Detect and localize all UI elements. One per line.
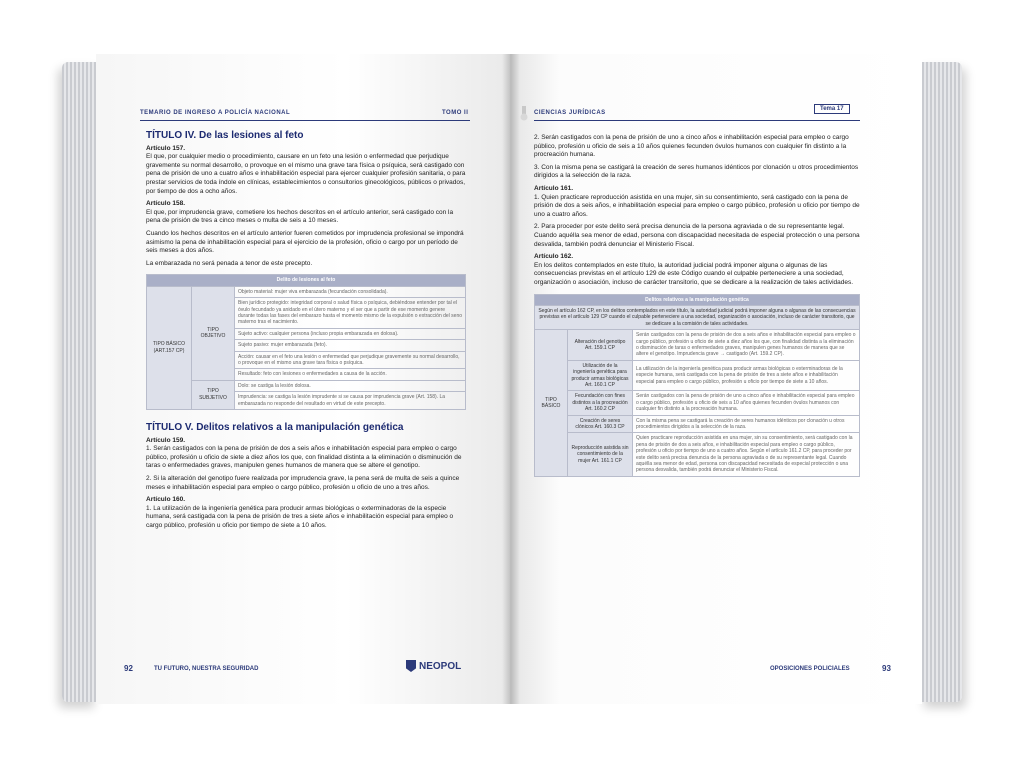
left-content <box>146 132 466 535</box>
objetivo-row: Sujeto pasivo: mujer embarazada (feto). <box>235 340 466 351</box>
subjetivo-row: Imprudencia: se castiga la lesión imprudente si se causa por imprudencia grave (Art. 158). La embarazada no responde del resultado en virtud de este precepto. <box>235 392 466 410</box>
row-label: Reproducción asistida sin consentimiento de la mujer Art. 161.1 CP <box>568 433 633 476</box>
art157-label: Artículo 157. <box>146 144 186 152</box>
art161-1: 1. Quien practicare reproducción asistida en una mujer, sin su consentimiento, será castigado con la pena de prisión de dos a seis años, e inhabilitación especial para empleo o cargo público, profesión u oficio por tiempo de uno a cuatro años. <box>534 193 860 218</box>
art162-text: En los delitos contemplados en este título, la autoridad judicial podrá imponer alguna o algunas de las consecuencias previstas en el artículo 129 de este Código cuando el culpable perteneciere a una sociedad, organización o asociación, incluso de carácter transitorio, que se dedicare a la realización de tales actividades. <box>534 261 854 286</box>
art159-label: Artículo 159. <box>146 436 186 444</box>
lesiones-feto-table <box>146 274 466 410</box>
right-page <box>510 54 922 704</box>
row-label: Creación de seres clónicos Art. 160.3 CP <box>568 415 633 433</box>
genetica-table-intro: Según el artículo 162 CP, en los delitos contemplados en este título, la autoridad judicial podrá imponer alguna o algunas de las consecuencias previstas en el artículo 129 CP cuando el culpable perteneciere a una sociedad, organización o asociación, incluso de carácter transitorio, que se dedicare a la comisión de tales actividades. <box>535 305 860 329</box>
neopol-logo <box>406 660 461 672</box>
left-header-volume: TOMO II <box>442 110 469 116</box>
right-header-title: CIENCIAS JURÍDICAS <box>534 110 606 116</box>
titulo-v-heading: TÍTULO V. Delitos relativos a la manipulación genética <box>146 422 404 433</box>
left-header-rule <box>140 120 470 121</box>
subjetivo-row: Dolo: se castiga la lesión dolosa. <box>235 380 466 391</box>
art157-text: El que, por cualquier medio o procedimiento, causare en un feto una lesión o enfermedad que perjudique gravemente su normal desarrollo, o provoque en el mismo una grave tara física o psíquica, será castigado con pena de prisión de uno a cuatro años e inhabilitación especial para ejercer cualquier profesión sanitaria, o para prestar servicios de toda índole en clínicas, establecimientos o consultorios ginecológicos, públicos o privados, por tiempo de dos a ocho años. <box>146 153 466 195</box>
art162-label: Artículo 162. <box>534 253 574 261</box>
row-label: Fecundación con fines distintos a la procreación Art. 160.2 CP <box>568 391 633 415</box>
art158-text2: Cuando los hechos descritos en el artículo anterior fueren cometidos por imprudencia profesional se impondrá asimismo la pena de inhabilitación especial para el ejercicio de la profesión, oficio o cargo por un período de seis meses a dos años. <box>146 229 464 255</box>
left-footer-slogan: TU FUTURO, NUESTRA SEGURIDAD <box>154 666 259 672</box>
objetivo-row: Sujeto activo: cualquier persona (incluso propia embarazada en dolosa). <box>235 328 466 339</box>
right-page-number: 93 <box>882 664 891 673</box>
art158-text: El que, por imprudencia grave, cometiere los hechos descritos en el artículo anterior, será castigado con la pena de prisión de tres a cinco meses o multa de seis a 10 meses. <box>146 208 454 225</box>
left-page-number: 92 <box>124 664 133 673</box>
row-label: Utilización de la ingeniería genética para producir armas biológicas Art. 160.1 CP <box>568 360 633 391</box>
book-gutter-shadow <box>502 54 520 704</box>
row-text: La utilización de la ingeniería genética para producir armas biológicas o exterminadoras de la especie humana, será castigada con la pena de prisión de tres a siete años e inhabilitación especial para empleo o cargo público, profesión u oficio por tiempo de siete a 10 años. <box>633 360 860 391</box>
row-text: Con la misma pena se castigará la creación de seres humanos idénticos por clonación u otros procedimientos dirigidos a la selección de la raza. <box>633 415 860 433</box>
tipo-objetivo-cell: TIPO OBJETIVO <box>192 286 235 380</box>
left-header-title: TEMARIO DE INGRESO A POLICÍA NACIONAL <box>140 110 291 116</box>
art159-1: 1. Serán castigados con la pena de prisión de dos a seis años e inhabilitación especial para empleo o cargo público, profesión u oficio de siete a diez años los que, con finalidad distinta a la eliminación o disminución de taras o enfermedades graves, manipulen genes humanos de manera que se altere el genotipo. <box>146 445 462 470</box>
logo-text: NEOPOL <box>419 660 462 672</box>
row-text: Serán castigados con la pena de prisión de dos a seis años e inhabilitación especial para empleo o cargo público, profesión u oficio de siete a diez años los que, con finalidad distinta a la eliminación o disminución de taras o enfermedades graves, manipulen genes humanos de manera que se altere el genotipo. Imprudencia grave → castigado (Art. 159.2 CP). <box>633 330 860 361</box>
art160-label: Artículo 160. <box>146 496 186 504</box>
row-text: Serán castigados con la pena de prisión de uno a cinco años e inhabilitación especial para empleo o cargo público, profesión u oficio de seis a 10 años quienes fecunden óvulos humanos con cualquier fin distinto a la procreación humana. <box>633 391 860 415</box>
art160-3: 3. Con la misma pena se castigará la creación de seres humanos idénticos por clonación u otros procedimientos dirigidos a la selección de la raza. <box>534 163 859 180</box>
left-page <box>96 54 514 704</box>
tipo-basico-cell: TIPO BÁSICO <box>535 330 568 477</box>
lesiones-table-title: Delito de lesiones al feto <box>147 275 466 286</box>
row-text: Quien practicare reproducción asistida en una mujer, sin su consentimiento, será castigado con la pena de prisión de dos a seis años, e inhabilitación especial para empleo o cargo público, profesión u oficio por tiempo de uno a cuatro años. Según el artículo 161.2 CP, para proceder por este delito será precisa denuncia de la persona agraviada o de su representante legal. Cuando aquélla sea menor de edad, persona con discapacidad necesitada de especial protección o una persona desvalida, también podrá denunciar el Ministerio Fiscal. <box>633 433 860 476</box>
tema-badge: Tema 17 <box>814 104 850 114</box>
objetivo-row: Bien jurídico protegido: integridad corporal o salud física o psíquica, debiéndose entender por tal el óvulo fecundado ya anidado en el útero materno y el ser que a partir de ese momento genere durante todas las fases del embarazo hasta el momento mismo de la expulsión o extracción del seno materno tras el nacimiento. <box>235 298 466 329</box>
art158-label: Artículo 158. <box>146 200 186 208</box>
art160-2: 2. Serán castigados con la pena de prisión de uno a cinco años e inhabilitación especial para empleo o cargo público, profesión u oficio de seis a 10 años quienes fecunden óvulos humanos con cualquier fin distinto a la procreación humana. <box>534 134 849 159</box>
right-content <box>534 134 860 477</box>
art160-1: 1. La utilización de la ingeniería genética para producir armas biológicas o exterminadoras de la especie humana, será castigada con la pena de prisión de tres a siete años e inhabilitación especial para empleo o cargo público, profesión u oficio por tiempo de siete a 10 años. <box>146 504 454 529</box>
tipo-subjetivo-cell: TIPO SUBJETIVO <box>192 380 235 409</box>
medal-icon <box>520 106 528 122</box>
right-header-rule <box>534 120 860 121</box>
objetivo-row: Acción: causar en el feto una lesión o enfermedad que perjudique gravemente su normal desarrollo, o provoque en el mismo una grave tara física o psíquica. <box>235 351 466 369</box>
art159-2: 2. Si la alteración del genotipo fuere realizada por imprudencia grave, la pena será de multa de seis a quince meses e inhabilitación especial para empleo o cargo público, profesión u oficio de uno a tres años. <box>146 474 460 491</box>
right-footer-text: OPOSICIONES POLICIALES <box>770 666 850 672</box>
titulo-iv-heading: TÍTULO IV. De las lesiones al feto <box>146 130 304 141</box>
left-page-edges <box>62 62 98 702</box>
tipo-basico-cell: TIPO BÁSICO (ART.157 CP) <box>147 286 192 409</box>
objetivo-row: Resultado: feto con lesiones o enfermedades a causa de la acción. <box>235 369 466 380</box>
art161-label: Artículo 161. <box>534 184 574 192</box>
genetica-table-title: Delitos relativos a la manipulación genética <box>535 294 860 305</box>
art158-text3: La embarazada no será penada a tenor de este precepto. <box>146 259 313 267</box>
objetivo-row: Objeto material: mujer viva embarazada (fecundación consolidada). <box>235 286 466 297</box>
right-page-edges <box>920 62 962 702</box>
shield-icon <box>406 660 416 672</box>
row-label: Alteración del genotipo Art. 159.1 CP <box>568 330 633 361</box>
open-book <box>62 44 962 712</box>
art161-2: 2. Para proceder por este delito será precisa denuncia de la persona agraviada o de su representante legal. Cuando aquélla sea menor de edad, persona con discapacidad necesitada de especial protección o una persona desvalida, también podrá denunciar el Ministerio Fiscal. <box>534 223 860 248</box>
manipulacion-genetica-table <box>534 294 860 477</box>
